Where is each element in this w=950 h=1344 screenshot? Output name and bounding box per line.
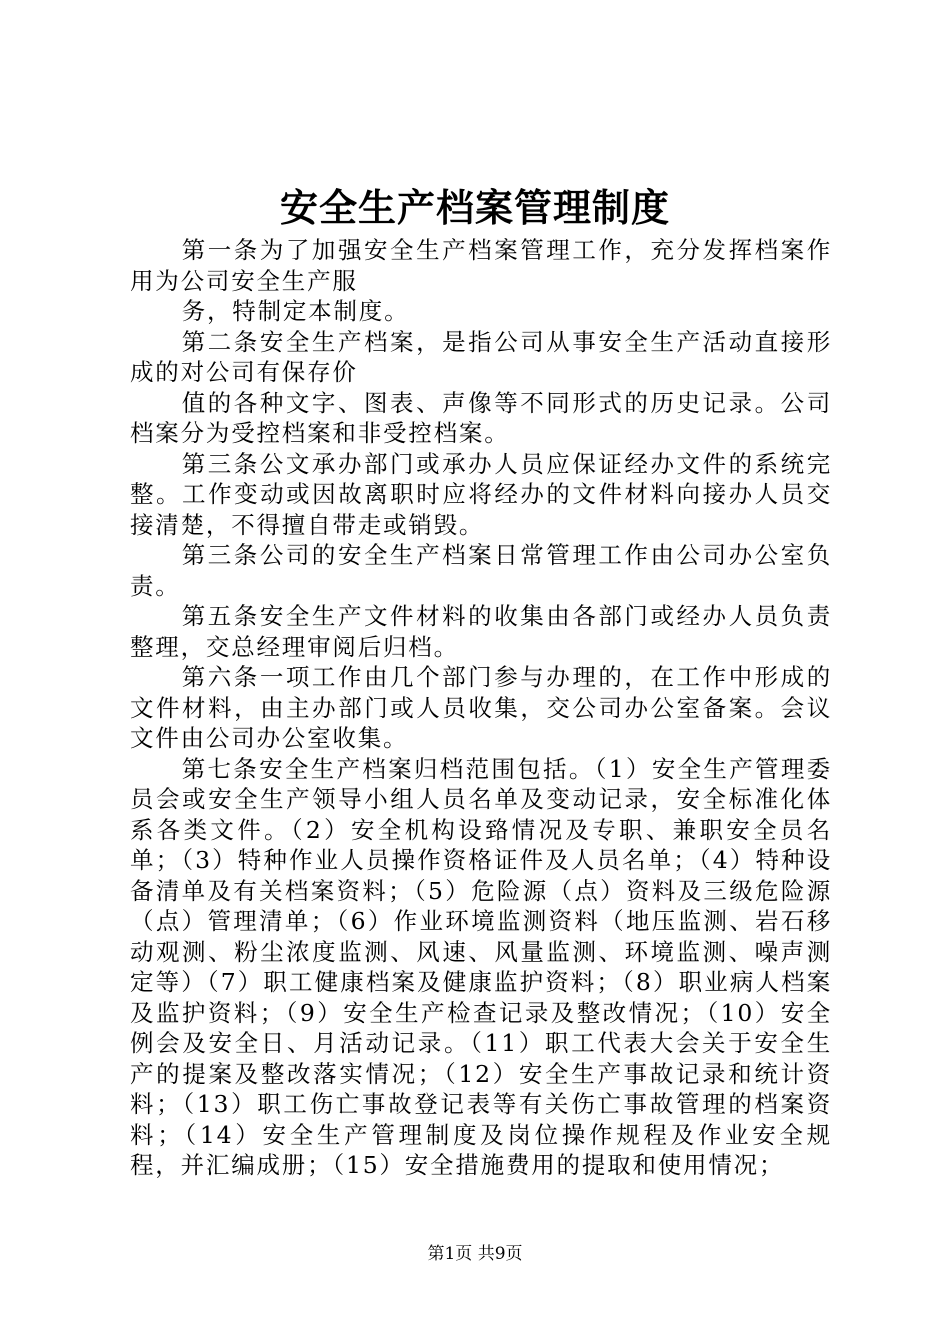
paragraph-article-5: 第五条安全生产文件材料的收集由各部门或经办人员负责整理，交总经理审阅后归档。 (130, 602, 832, 661)
paragraph-article-2-continued: 值的各种文字、图表、声像等不同形式的历史记录。公司档案分为受控档案和非受控档案。 (130, 388, 832, 447)
paragraph-article-1-continued: 务，特制定本制度。 (181, 297, 410, 325)
page-number: 第1页 共9页 (427, 1244, 523, 1264)
paragraph-article-3: 第三条公文承办部门或承办人员应保证经办文件的系统完整。工作变动或因故离职时应将经办的文件材料向接办人员交接清楚，不得擅自带走或销毁。 (130, 449, 832, 539)
paragraph-article-2: 第二条安全生产档案，是指公司从事安全生产活动直接形成的对公司有保存价 (130, 327, 832, 386)
paragraph-article-1: 第一条为了加强安全生产档案管理工作，充分发挥档案作用为公司安全生产服 (130, 236, 832, 295)
paragraph-article-6: 第六条一项工作由几个部门参与办理的，在工作中形成的文件材料，由主办部门或人员收集，交公司办公室备案。会议文件由公司办公室收集。 (130, 663, 832, 752)
paragraph-article-7: 第七条安全生产档案归档范围包括。（1）安全生产管理委员会或安全生产领导小组人员名单及变动记录，安全标准化体系各类文件。（2）安全机构设臵情况及专职、兼职安全员名单；（3）特种作业人员操作资格证件及人员名单；（4）特种设备清单及有关档案资料；（5）危险源（点）资料及三级危险源（点）管理清单；（6）作业环境监测资料（地压监测、岩石移动观测、粉尘浓度监测、风速、风量监测、环境监测、噪声测定等）（7）职工健康档案及健康监护资料；（8）职业病人档案及监护资料；（9）安全生产检查记录及整改情况；（10）安全例会及安全日、月活动记录。（11）职工代表大会关于安全生产的提案及整改落实情况；（12）安全生产事故记录和统计资料；（13）职工伤亡事故登记表等有关伤亡事故管理的档案资料；（14）安全生产管理制度及岗位操作规程及作业安全规程，并汇编成册；（15）安全措施费用的提取和使用情况； (130, 754, 832, 1179)
document-body (130, 235, 832, 1181)
document-title: 安全生产档案管理制度 (279, 185, 670, 230)
paragraph-article-3b: 第三条公司的安全生产档案日常管理工作由公司办公室负责。 (130, 541, 832, 600)
